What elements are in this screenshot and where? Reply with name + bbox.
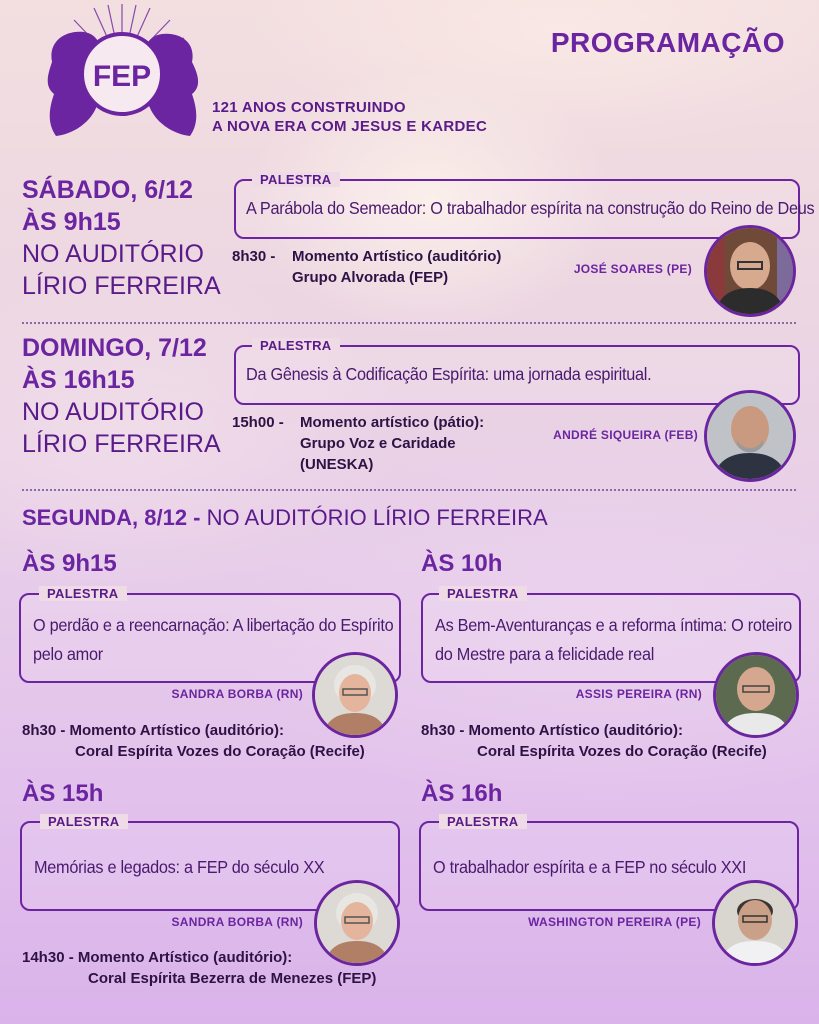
- tagline-line2: A NOVA ERA COM JESUS E KARDEC: [212, 118, 488, 135]
- sunday-time: ÀS 16h15: [22, 366, 135, 394]
- monday-session3-speaker: SANDRA BORBA (RN): [171, 915, 303, 929]
- monday-session1-label: PALESTRA: [39, 586, 127, 601]
- saturday-art: [292, 246, 501, 288]
- saturday-art-line2: Grupo Alvorada (FEP): [292, 269, 449, 286]
- sunday-talk-card: [234, 338, 800, 405]
- divider-1: [22, 322, 796, 324]
- tagline-line1: 121 ANOS CONSTRUINDO: [212, 99, 406, 116]
- monday-session4-speaker: WASHINGTON PEREIRA (PE): [528, 915, 701, 929]
- logo-text: FEP: [92, 60, 152, 93]
- monday-session2-art-line1: 8h30 - Momento Artístico (auditório):: [421, 722, 683, 739]
- monday-session3-time: ÀS 15h: [22, 780, 104, 807]
- monday-place: NO AUDITÓRIO LÍRIO FERREIRA: [206, 505, 548, 530]
- sunday-art-line3: (UNESKA): [300, 456, 374, 473]
- saturday-day: SÁBADO, 6/12: [22, 176, 193, 204]
- monday-session2-time: ÀS 10h: [421, 550, 503, 577]
- monday-session3-art-line2: Coral Espírita Bezerra de Menezes (FEP): [88, 970, 377, 987]
- monday-session4-talk: O trabalhador espírita e a FEP no século XXI: [433, 857, 747, 877]
- monday-session4-time: ÀS 16h: [421, 780, 503, 807]
- saturday-place-line2: LÍRIO FERREIRA: [22, 272, 221, 300]
- sunday-talk-label: PALESTRA: [252, 338, 340, 353]
- monday-header: [22, 505, 548, 531]
- sunday-art-time: 15h00 -: [232, 414, 284, 431]
- sunday-speaker: ANDRÉ SIQUEIRA (FEB): [553, 428, 698, 442]
- monday-session2-talk-line1: As Bem-Aventuranças e a reforma íntima: O roteiro: [435, 615, 792, 635]
- sunday-place-line1: NO AUDITÓRIO: [22, 398, 204, 426]
- saturday-place-line1: NO AUDITÓRIO: [22, 240, 204, 268]
- monday-session2-label: PALESTRA: [439, 586, 527, 601]
- monday-session4-label: PALESTRA: [439, 814, 527, 829]
- speaker-photo-andre-siqueira: [704, 390, 796, 482]
- saturday-talk-label: PALESTRA: [252, 172, 340, 187]
- monday-day: SEGUNDA, 8/12 -: [22, 505, 201, 530]
- monday-session1-talk-line2: pelo amor: [33, 644, 103, 664]
- saturday-art-time: 8h30 -: [232, 248, 276, 265]
- saturday-speaker: JOSÉ SOARES (PE): [573, 262, 692, 276]
- monday-session2-talk-line2: do Mestre para a felicidade real: [435, 644, 655, 664]
- speaker-photo-washington-pereira: [712, 880, 798, 966]
- monday-session1-speaker: SANDRA BORBA (RN): [171, 687, 303, 701]
- saturday-talk-card: [234, 172, 815, 239]
- sunday-art: [300, 412, 484, 475]
- monday-session3-talk: Memórias e legados: a FEP do século XX: [34, 857, 325, 877]
- sunday-day: DOMINGO, 7/12: [22, 334, 207, 362]
- monday-session2-art: [421, 720, 767, 762]
- monday-session1-art: [22, 720, 365, 762]
- saturday-info: [22, 175, 221, 301]
- page-title: PROGRAMAÇÃO: [550, 27, 785, 58]
- sunday-art-line2: Grupo Voz e Caridade: [300, 435, 456, 452]
- saturday-art-line1: Momento Artístico (auditório): [292, 248, 502, 265]
- sunday-talk-title: Da Gênesis à Codificação Espírita: uma jornada espiritual.: [246, 364, 652, 384]
- monday-session1-time: ÀS 9h15: [22, 550, 117, 577]
- monday-session3-art-line1: 14h30 - Momento Artístico (auditório):: [22, 949, 293, 966]
- sunday-info: [22, 333, 221, 459]
- saturday-time: ÀS 9h15: [22, 208, 121, 236]
- divider-2: [22, 489, 796, 491]
- fep-logo: [34, 2, 210, 140]
- tagline: [212, 98, 487, 136]
- monday-session1-art-line1: 8h30 - Momento Artístico (auditório):: [22, 722, 284, 739]
- speaker-photo-jose-soares: [704, 225, 796, 317]
- monday-session1-talk-line1: O perdão e a reencarnação: A libertação do Espírito: [33, 615, 394, 635]
- sunday-place-line2: LÍRIO FERREIRA: [22, 430, 221, 458]
- monday-session2-art-line2: Coral Espírita Vozes do Coração (Recife): [477, 743, 767, 760]
- sunday-art-line1: Momento artístico (pátio):: [300, 414, 485, 431]
- monday-session2-speaker: ASSIS PEREIRA (RN): [575, 687, 702, 701]
- saturday-talk-title: A Parábola do Semeador: O trabalhador espírita na construção do Reino de Deus: [246, 198, 815, 218]
- monday-session3-label: PALESTRA: [40, 814, 128, 829]
- monday-session3-art: [22, 947, 376, 989]
- monday-session1-art-line2: Coral Espírita Vozes do Coração (Recife): [75, 743, 365, 760]
